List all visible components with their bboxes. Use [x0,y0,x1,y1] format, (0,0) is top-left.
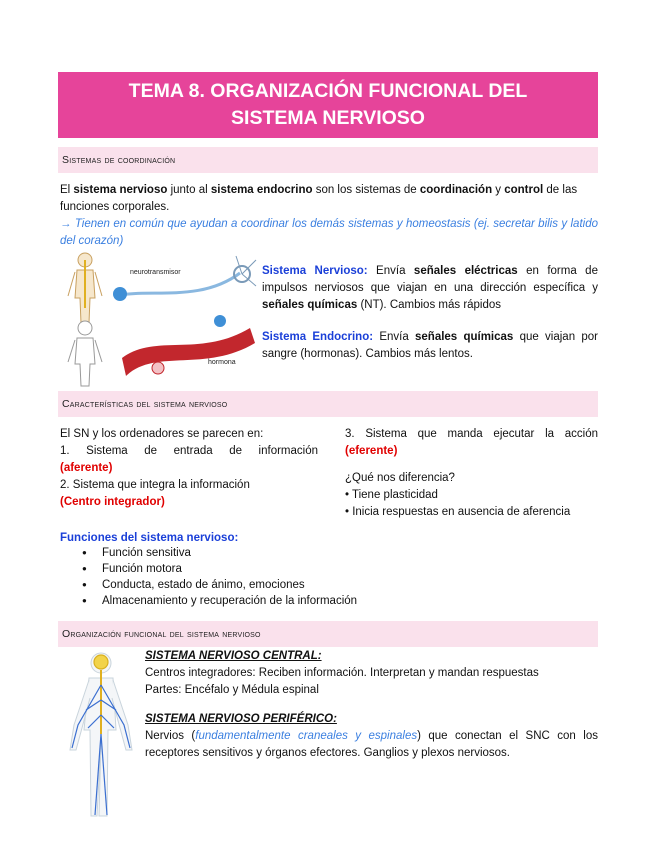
text: Envía [367,265,414,277]
text: El [60,184,74,196]
text-bold: sistema nervioso [73,184,168,196]
text: (NT). Cambios más rápidos [357,299,502,311]
text: Envía [373,331,415,343]
section-heading-text: Sistemas de coordinación [62,154,176,166]
text-line: ¿Qué nos diferencia? [345,472,455,484]
text-bold: coordinación [419,184,493,196]
list-item: ● Función motora [60,561,598,577]
nervioso-paragraph [262,263,598,314]
label-sistema-nervioso: Sistema Nervioso: [262,265,368,277]
text: junto al [167,184,211,196]
blood-vessel-icon [122,328,255,376]
endocrino-paragraph [262,329,598,363]
section-heading-coordinacion [58,147,598,173]
label-centro-integrador: (Centro integrador) [60,496,165,508]
section-heading-caracteristicas [58,391,598,417]
snc-block [145,648,598,699]
text: en forma de impulsos nerviosos que viajan en una dirección específica y [262,265,598,294]
cell-icon [152,362,164,374]
text: Nervios ( [145,730,196,742]
text-italic: fundamentalmente craneales y espinales [195,730,418,742]
section-heading-text: Organización funcional del sistema nervioso [62,628,261,640]
neuron-icon [113,256,256,301]
text-line: Centros integradores: Reciben información. Interpretan y mandan respuestas [145,667,539,679]
text-bold: control [504,184,544,196]
coordination-illustration [60,248,260,388]
cell-icon [214,315,226,327]
label-aferente: (aferente) [60,462,113,474]
body-figure-endocrine-icon [68,321,102,386]
text: y [492,184,505,196]
characteristics-left [60,426,318,511]
title-line-1: TEMA 8. ORGANIZACIÓN FUNCIONAL DEL [128,80,528,102]
snp-block [145,711,598,762]
funciones-title: Funciones del sistema nervioso: [60,532,239,544]
figure-label-hormona: hormona [208,359,236,366]
text-bold: señales químicas [415,331,514,343]
funciones-list [60,545,598,609]
list-item: ● Almacenamiento y recuperación de la información [60,593,598,609]
text: que viajan por sangre (hormonas). Cambios más lentos. [262,331,598,360]
text-line: 1. Sistema de entrada de información [60,445,318,457]
list-item: ● Función sensitiva [60,545,598,561]
nervous-system-illustration [64,650,138,820]
snc-title: SISTEMA NERVIOSO CENTRAL: [145,650,322,662]
text-line: El SN y los ordenadores se parecen en: [60,428,264,440]
text-line: 3. Sistema que manda ejecutar la acción [345,428,598,440]
text-line: • Tiene plasticidad [345,489,438,501]
section-heading-text: Características del sistema nervioso [62,398,228,410]
snp-title: SISTEMA NERVIOSO PERIFÉRICO: [145,713,337,725]
text-line: Partes: Encéfalo y Médula espinal [145,684,319,696]
text-bold: sistema endocrino [210,184,313,196]
page-title [58,72,598,138]
intro-paragraph [60,182,598,216]
text-line: • Inicia respuestas en ausencia de aferencia [345,506,571,518]
label-eferente: (eferente) [345,445,398,457]
text: de las funciones corporales. [60,184,578,213]
text: ) que conectan el SNC con los receptores sensitivos y órganos efectores. Ganglios y plexos nerviosos. [145,730,598,759]
intro-note: → Tienen en común que ayudan a coordinar los demás sistemas y homeostasis (ej. secretar bilis y latido del corazón) [60,218,598,247]
text-bold: señales eléctricas [413,265,518,277]
text-bold: señales químicas [262,299,358,311]
characteristics-right [345,426,598,521]
label-sistema-endocrino: Sistema Endocrino: [262,331,374,343]
snp-paragraph [145,728,598,762]
figure-label-neurotransmisor: neurotransmisor [130,269,181,276]
section-heading-organizacion [58,621,598,647]
list-item: ● Conducta, estado de ánimo, emociones [60,577,598,593]
title-line-2: SISTEMA NERVIOSO [231,107,425,129]
text-line: 2. Sistema que integra la información [60,479,250,491]
text: son los sistemas de [312,184,420,196]
